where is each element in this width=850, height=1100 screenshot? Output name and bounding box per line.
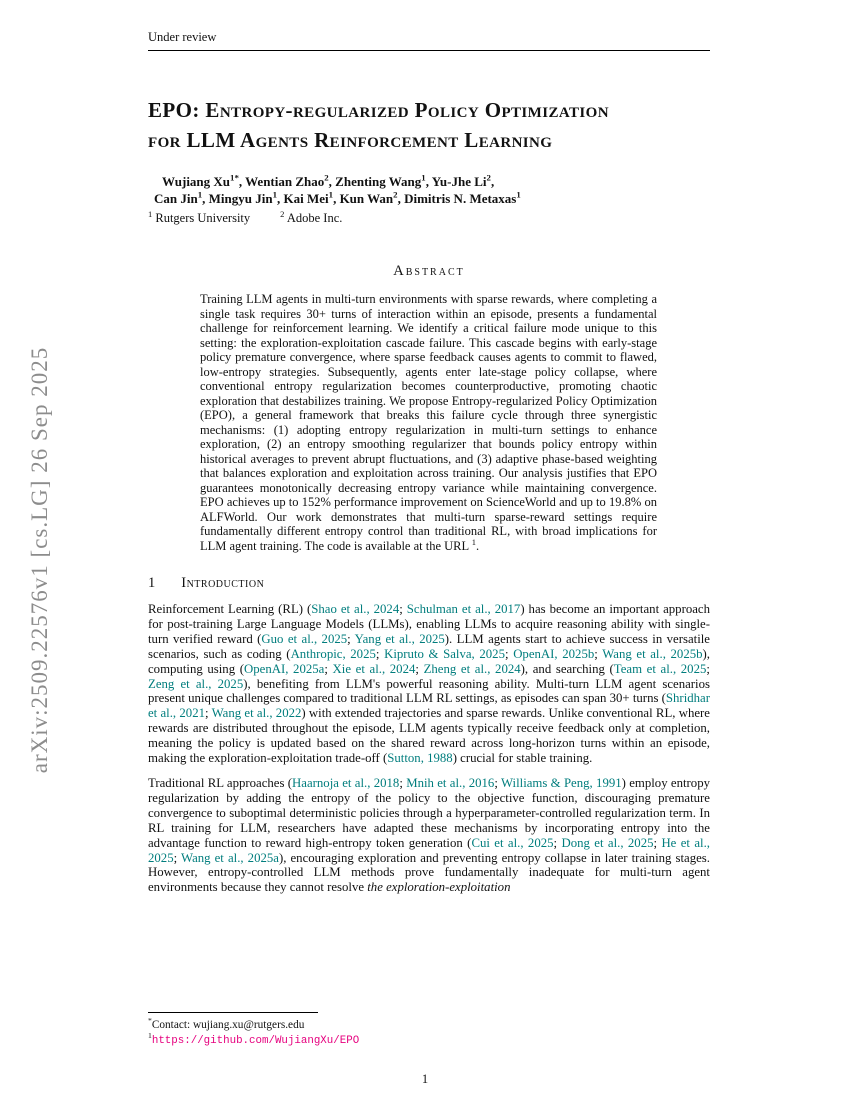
section-number: 1 (148, 575, 156, 591)
section-title: Introduction (181, 575, 265, 591)
citation-link[interactable]: Cui et al., 2025 (471, 835, 554, 850)
author-line-1: Wujiang $Xu^{1*}$, Wentian Zhao$^2$, Zhenting Wang$^1$, Yu-Jhe Li$^2$, (162, 172, 495, 189)
citation-link[interactable]: Williams & Peng, 1991 (500, 775, 622, 790)
citation-link[interactable]: Guo et al., 2025 (261, 631, 348, 646)
citation-link[interactable]: OpenAI, 2025a (244, 661, 325, 676)
paper-title-line-2: for LLM Agents Reinforcement Learning (148, 128, 553, 152)
intro-paragraph-1: Reinforcement Learning (RL) (Shao et al., 2024; Schulman et al., 2017) has become an important approach for post-training Large Language Models (LLMs), enabling LLMs to acquire reasoning ability with single-turn verified reward (Guo et al., 2025; Yang et al., 2025). LLM agents start to achieve success in versatile scenarios, such as coding (Anthropic, 2025; Kipruto & Salva, 2025; OpenAI, 2025b; Wang et al., 2025b), computing using (OpenAI, 2025a; Xie et al., 2024; Zheng et al., 2024), and searching (Team et al., 2025; Zeng et al., 2025), benefiting from LLM's powerful reasoning ability. Multi-turn LLM agent scenarios present unique challenges compared to traditional LLM RL settings, as episodes can span 30+ turns (Shridhar et al., 2021; Wang et al., 2022) with extended trajectories and sparse rewards. Unlike conventional RL, where rewards are distributed throughout the episode, LLM agents typically receive feedback only at completion, meaning the policy is updated based on the shared reward across long-horizon turns within an episode, making the exploration-exploitation trade-off (Sutton, 1988) crucial for stable training. (148, 602, 710, 766)
citation-link[interactable]: Mnih et al., 2016 (406, 775, 495, 790)
citation-link[interactable]: Yang et al., 2025 (354, 631, 445, 646)
citation-link[interactable]: Kipruto & Salva, 2025 (384, 646, 505, 661)
affiliation-line: $^1$ Rutgers University $^2$ Adobe Inc. (148, 208, 343, 225)
footnote-code-url: $^1$https://github.com/WujiangXu/EPO (148, 1031, 360, 1047)
author-line-2: Can Jin$^1$, Mingyu Jin$^1$, Kai Mei$^1$, Kun Wan$^2$, Dimitris N. Metaxas$^1$ (154, 189, 521, 206)
intro-paragraph-2: Traditional RL approaches (Haarnoja et al., 2018; Mnih et al., 2016; Williams & Peng, 1991) employ entropy regularization by adding the entropy of the policy to the objective function, discouraging premature convergence to suboptimal deterministic policies through a hyperparameter-controlled regularization term. In RL training for LLM, researchers have adapted these mechanisms by incorporating entropy into the advantage function to reward high-entropy token generation (Cui et al., 2025; Dong et al., 2025; He et al., 2025; Wang et al., 2025a), encouraging exploration and preventing entropy collapse in later training stages. However, entropy-controlled LLM methods prove fundamentally inadequate for multi-turn agent environments because they cannot resolve the exploration-exploitation (148, 775, 710, 895)
paper-title (148, 95, 710, 155)
footnote-contact: *Contact: wujiang.xu@rutgers.edu (148, 1016, 305, 1031)
citation-link[interactable]: Sutton, 1988 (387, 751, 453, 766)
citation-link[interactable]: OpenAI, 2025b (513, 646, 595, 661)
citation-link[interactable]: Zheng et al., 2024 (423, 661, 521, 676)
citation-link[interactable]: Anthropic, 2025 (290, 646, 376, 661)
citation-link[interactable]: Wang et al., 2025b (602, 646, 703, 661)
citation-link[interactable]: Dong et al., 2025 (561, 835, 654, 850)
abstract-text: Training LLM agents in multi-turn environments with sparse rewards, where completing a single task requires 30+ turns of interaction within an episode, presents a fundamental challenge for reinforcement learning. We identify a critical failure mode unique to this setting: the exploration-exploitation cascade failure. This cascade begins with early-stage policy premature convergence, where sparse feedback causes agents to commit to flawed, low-entropy strategies. Subsequently, agents enter late-stage policy collapse, where conventional entropy regularization becomes counterproductive, promoting chaotic exploration that destabilizes training. We propose Entropy-regularized Policy Optimization (EPO), a general framework that breaks this failure cycle through three synergistic mechanisms: (1) adopting entropy regularization in multi-turn settings to enhance exploration, (2) an entropy smoothing regularizer that bounds policy entropy within historical averages to prevent abrupt fluctuations, and (3) adaptive phase-based weighting that balances exploration and exploitation across training. Our analysis justifies that EPO guarantees monotonically decreasing entropy variance while maintaining convergence. EPO achieves up to 152% performance improvement on ScienceWorld and up to 19.8% on ALFWorld. Our work demonstrates that multi-turn sparse-reward settings require fundamentally different entropy control than traditional RL, with broad implications for LLM agent training. The code is available at the URL $^1$. (200, 292, 657, 553)
citation-link[interactable]: He et al., 2025 (148, 835, 710, 865)
header-note: Under review (148, 30, 217, 44)
citation-link[interactable]: Zeng et al., 2025 (148, 676, 244, 691)
citation-link[interactable]: Haarnoja et al., 2018 (292, 775, 400, 790)
author-block (148, 173, 710, 227)
citation-link[interactable]: Shridhar et al., 2021 (148, 691, 710, 721)
abstract-heading: Abstract (393, 263, 465, 279)
paper-title-line-1: EPO: Entropy-regularized Policy Optimization (148, 98, 609, 122)
citation-link[interactable]: Wang et al., 2025a (181, 850, 279, 865)
citation-link[interactable]: Xie et al., 2024 (332, 661, 416, 676)
footnote-block (148, 1012, 710, 1049)
citation-link[interactable]: Wang et al., 2022 (211, 706, 302, 721)
section-heading-introduction (148, 575, 710, 592)
footnote-rule (148, 1012, 318, 1013)
paper-content (148, 0, 710, 895)
header-rule (148, 50, 710, 51)
citation-link[interactable]: Shao et al., 2024 (311, 602, 400, 616)
citation-link[interactable]: Schulman et al., 2017 (406, 602, 521, 616)
url-link[interactable]: https://github.com/WujiangXu/EPO (151, 1035, 360, 1047)
page-number: 1 (421, 1072, 429, 1086)
citation-link[interactable]: Team et al., 2025 (613, 661, 707, 676)
arxiv-watermark: arXiv:2509.22576v1 [cs.LG] 26 Sep 2025 (27, 346, 52, 774)
